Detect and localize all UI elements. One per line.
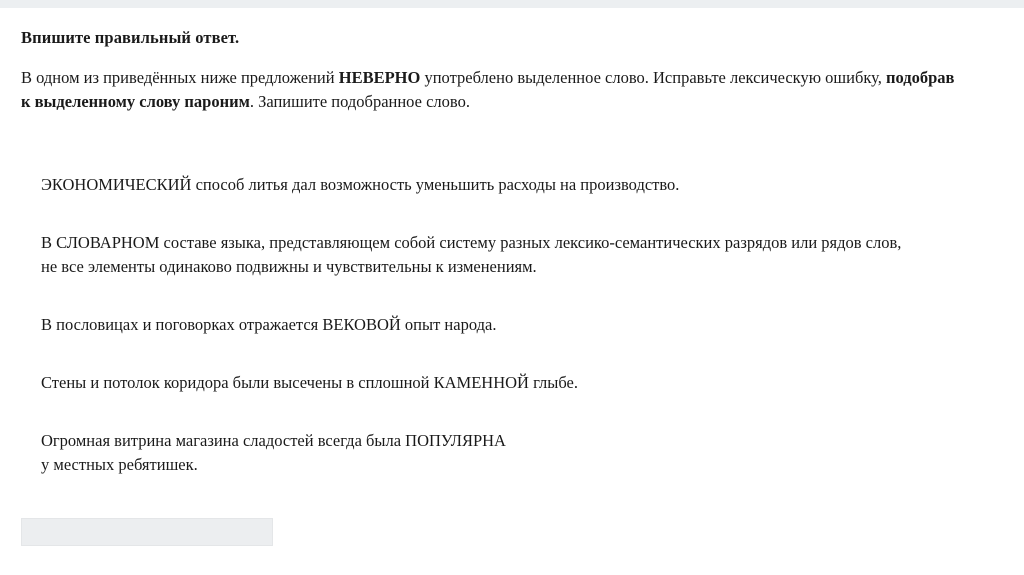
instruction-second-line xyxy=(21,90,1003,114)
option-text-5: Огромная витрина магазина сладостей всегда была ПОПУЛЯРНА xyxy=(41,431,506,450)
instruction-text-part-3: . Запишите подобранное слово. xyxy=(249,92,470,111)
top-decorative-strip xyxy=(0,0,1024,8)
list-item xyxy=(41,231,999,279)
answer-input[interactable] xyxy=(21,518,273,546)
instruction-text-part-1: В одном из приведённых ниже предложений xyxy=(21,68,339,87)
option-list xyxy=(41,173,999,477)
instruction-text-part-2: употреблено выделенное слово. Исправьте лексическую ошибку, xyxy=(420,68,886,87)
instruction-emphasis-nevernо: НЕВЕРНО xyxy=(338,68,421,87)
option-text-2: В СЛОВАРНОМ составе языка, представляющем собой систему разных лексико-семантических разрядов или рядов слов, xyxy=(41,233,902,252)
instruction-emphasis-paronim: к выделенному слову пароним xyxy=(21,92,250,111)
option-text-2-continuation: не все элементы одинаково подвижны и чувствительны к изменениям. xyxy=(41,257,537,276)
list-item xyxy=(41,313,999,337)
option-text-5-continuation: у местных ребятишек. xyxy=(41,455,198,474)
page-title: Впишите правильный ответ. xyxy=(21,28,240,47)
option-text-3: В пословицах и поговорках отражается ВЕКОВОЙ опыт народа. xyxy=(41,315,497,334)
option-text-4: Стены и потолок коридора были высечены в сплошной КАМЕННОЙ глыбе. xyxy=(41,373,578,392)
option-text-1: ЭКОНОМИЧЕСКИЙ способ литья дал возможность уменьшить расходы на производство. xyxy=(41,175,680,194)
list-item xyxy=(41,371,999,395)
list-item xyxy=(41,173,999,197)
task-page xyxy=(0,8,1024,575)
list-item xyxy=(41,429,999,477)
instruction-emphasis-podobrav: подобрав xyxy=(885,68,955,87)
task-instruction xyxy=(21,66,1003,114)
